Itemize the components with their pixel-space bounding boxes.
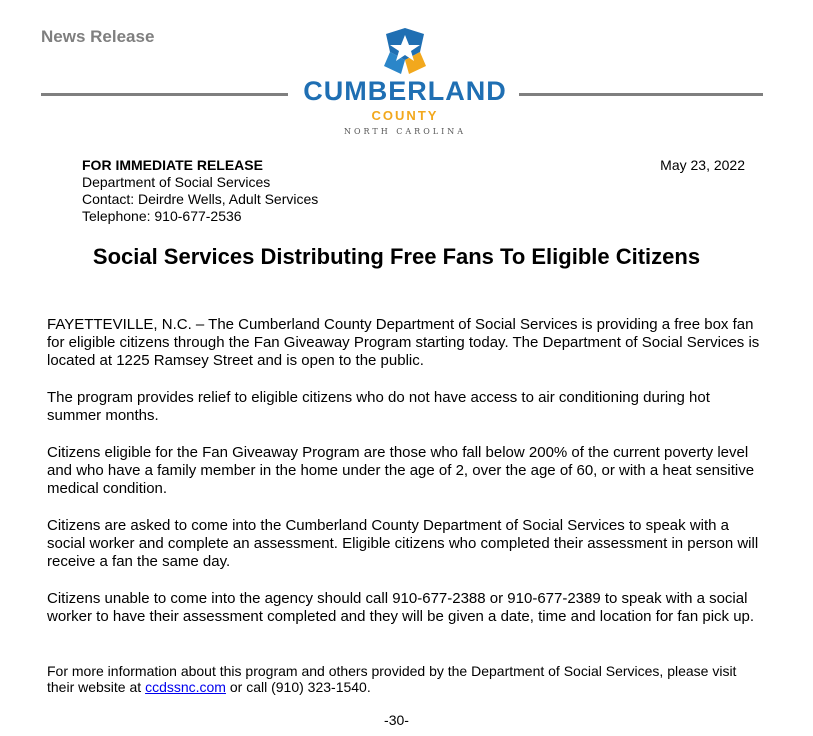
- website-link[interactable]: ccdssnc.com: [145, 679, 226, 695]
- paragraph: Citizens are asked to come into the Cumberland County Department of Social Services to speak with a social worker and complete an assessment. Eligible citizens who completed their assessment in person will receive a fan the same day.: [47, 517, 759, 570]
- release-date: May 23, 2022: [660, 157, 745, 173]
- logo-state: NORTH CAROLINA: [343, 127, 467, 136]
- header-rule-left: [41, 93, 288, 96]
- contact-block: [82, 157, 318, 225]
- logo-name: CUMBERLAND: [303, 76, 507, 106]
- headline: Social Services Distributing Free Fans To Eligible Citizens: [92, 244, 701, 269]
- more-info: [47, 663, 762, 695]
- article-body: [47, 316, 762, 645]
- county-logo: [298, 28, 512, 140]
- paragraph: Citizens eligible for the Fan Giveaway Program are those who fall below 200% of the current poverty level and who have a family member in the home under the age of 2, over the age of 60, or with a heat sensitive medical condition.: [47, 444, 755, 497]
- header-rule-right: [519, 93, 763, 96]
- paragraph: FAYETTEVILLE, N.C. – The Cumberland County Department of Social Services is providing a free box fan for eligible citizens through the Fan Giveaway Program starting today. The Department of Social Services is located at 1225 Ramsey Street and is open to the public.: [47, 316, 760, 369]
- paragraph: The program provides relief to eligible citizens who do not have access to air conditioning during hot summer months.: [47, 389, 710, 424]
- contact-person: Contact: Deirdre Wells, Adult Services: [82, 191, 319, 207]
- logo-county: COUNTY: [371, 108, 439, 123]
- more-info-text: For more information about this program and others provided by the Department of Social Services, please visit their website at: [47, 663, 737, 695]
- paragraph: Citizens unable to come into the agency should call 910-677-2388 or 910-677-2389 to speak with a social worker to have their assessment completed and they will be given a date, time and location for fan pick up.: [47, 590, 755, 625]
- more-info-phone: or call (910) 323-1540.: [225, 679, 371, 695]
- star-logo-icon: [380, 28, 430, 74]
- release-label: FOR IMMEDIATE RELEASE: [82, 157, 263, 173]
- page-number: -30-: [384, 712, 409, 728]
- news-release-label: News Release: [41, 27, 155, 46]
- contact-phone: Telephone: 910-677-2536: [82, 208, 242, 224]
- department-name: Department of Social Services: [82, 174, 271, 190]
